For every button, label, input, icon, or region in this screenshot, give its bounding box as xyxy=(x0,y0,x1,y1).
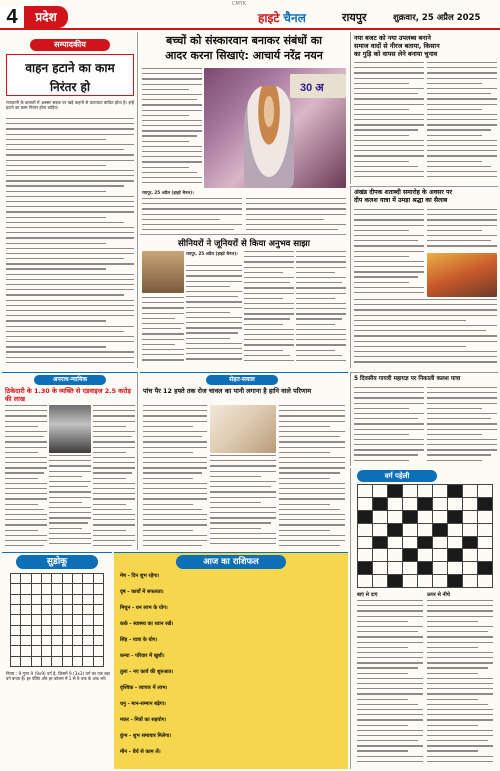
crossword-down-clues xyxy=(427,600,493,766)
editorial-title-line2: निरंतर हो xyxy=(49,80,91,94)
horoscope-section xyxy=(114,552,348,769)
horoscope-title: आज का राशिफल xyxy=(203,557,259,567)
deep-body-3 xyxy=(354,299,497,367)
deep-headline-1: अंखंड दीपक शताब्दी समारोह के अवसर पर xyxy=(354,189,453,196)
banner-text: 30 अ xyxy=(300,82,324,94)
editorial-lead: राजधानी के बाजारों में अक्सर सड़क पर खड़े वाहनों से यातायात बाधित होता है। इन्हें हटाने का काम निरंतर होना चाहिए। xyxy=(6,100,134,111)
senior-body-1 xyxy=(186,265,242,365)
crossword-title-bar xyxy=(357,470,437,482)
horoscope-item: वृष - कार्यों में सफलता। xyxy=(120,589,164,595)
main-headline-line2: आदर करना सिखाएं: आचार्य नरेंद्र नयन xyxy=(165,49,323,62)
senior-story-photo xyxy=(142,251,184,293)
page-number: 4 xyxy=(6,6,18,28)
main-story xyxy=(140,32,346,232)
main-story-dateline: रायपुर, 25 अप्रैल (हाइटे चैनल)। xyxy=(142,190,194,195)
deep-body-2 xyxy=(427,209,497,251)
crime-body-1 xyxy=(5,405,47,549)
main-story-photo xyxy=(204,68,346,188)
right-top-headline-1: नया बजट को नया उपलब्ध बनाने xyxy=(354,34,431,42)
right-top-headline-3: का गुड़ि को वापस लेने बनाया चुनाव xyxy=(354,50,438,58)
horoscope-item: वृश्चिक - व्यापार में लाभ। xyxy=(120,685,168,691)
editorial-title-line1: वाहन हटाने का काम xyxy=(25,61,115,75)
right-top-body-2 xyxy=(427,62,497,182)
sudoku-title: सुडोकू xyxy=(46,557,68,567)
health-section-label: सेहत-सवाल xyxy=(206,375,278,385)
sudoku-grid[interactable] xyxy=(10,573,104,667)
cmyk-mark: CMYK xyxy=(232,1,247,7)
health-photo xyxy=(210,405,276,453)
crossword-grid xyxy=(357,484,493,588)
crime-section xyxy=(2,372,138,550)
crime-body-2 xyxy=(49,455,91,549)
editorial-label xyxy=(30,39,110,51)
horoscope-item: तुला - नए कार्य की शुरुआत। xyxy=(120,669,174,675)
right-top-story xyxy=(350,32,498,184)
horoscope-item: धनु - मान-सम्मान बढ़ेगा। xyxy=(120,701,166,707)
right-top-headline-2: समाज वादों से नीरज बताया, किसान xyxy=(354,42,440,50)
dharma-body-2 xyxy=(427,387,497,465)
crime-body-3 xyxy=(93,405,135,549)
editorial-body xyxy=(6,118,134,364)
editorial-label-text: सम्पादकीय xyxy=(54,40,86,49)
deep-story xyxy=(350,186,498,368)
horoscope-list xyxy=(120,573,344,767)
main-story-body-left xyxy=(142,68,202,188)
deep-story-photo xyxy=(427,253,497,297)
crossword-down-label: ऊपर से नीचे xyxy=(427,592,450,598)
health-headline: पांच पैर 12 हफ्ते तक रोज चावल का पानी लगाना है हानि वाले परिणाम xyxy=(143,387,312,395)
banner-strip xyxy=(290,74,346,98)
brand-name-a: हाइटे xyxy=(258,11,280,25)
dharma-story xyxy=(350,372,498,466)
senior-story xyxy=(140,234,346,368)
brand-logo xyxy=(258,9,306,26)
deep-headline-2: दीप कलश यात्रा में उमड़ा श्रद्धा का सैलाब xyxy=(354,197,448,204)
horoscope-item: मिथुन - धन लाभ के योग। xyxy=(120,605,168,611)
deep-body-1 xyxy=(354,209,424,297)
crime-section-label: अपराध-न्यायिक xyxy=(34,375,106,385)
horoscope-title-bar xyxy=(176,555,286,569)
crime-headline: ठिकेदारी के 1.30 के व्यक्ति से एडवाइज 2.5 करोड़ की लाख xyxy=(5,387,131,403)
horoscope-item: कर्क - स्वास्थ्य का ध्यान रखें। xyxy=(120,621,174,627)
sudoku-section xyxy=(2,552,112,769)
main-story-body-b xyxy=(246,198,346,232)
editorial-column xyxy=(2,32,138,368)
health-body-3 xyxy=(279,405,345,549)
senior-dateline: रायपुर, 25 अप्रैल (हाइटे चैनल)। xyxy=(186,251,238,256)
sudoku-rules: नियम : 9 गुणा 9 (9x9) वर्ग है, जिसमें 9 (3x3) वर्ग का एक बड़ा वर्ग बनता है। हर पंक्ति और हर कॉलम में 1 से 9 तक के अंक भरें। xyxy=(6,671,110,682)
horoscope-item: सिंह - यात्रा के योग। xyxy=(120,637,158,643)
crossword-across-clues xyxy=(357,600,423,766)
page-number-badge xyxy=(0,6,24,28)
crime-photo xyxy=(49,405,91,453)
crossword-across-label: बाएं से दाएं xyxy=(357,592,378,598)
editorial-title-box xyxy=(6,54,134,96)
speaker-figure xyxy=(244,86,294,188)
horoscope-item: मकर - मित्रों का सहयोग। xyxy=(120,717,167,723)
section-name: प्रदेश xyxy=(35,10,57,24)
masthead-city: रायपुर xyxy=(342,11,367,24)
brand-name-b: चैनल xyxy=(283,11,306,25)
horoscope-item: मेष - दिन शुभ रहेगा। xyxy=(120,573,160,579)
dharma-headline: 5 दिवसीय गायत्री महायज्ञ पर निकाली कलश यात्रा xyxy=(354,376,461,382)
dharma-body-1 xyxy=(354,387,424,465)
right-top-body-1 xyxy=(354,62,424,182)
health-body-2 xyxy=(210,455,276,549)
sudoku-title-bar xyxy=(16,555,98,569)
masthead xyxy=(0,0,500,30)
senior-body-4 xyxy=(142,297,184,365)
horoscope-item: कन्या - परिवार में खुशी। xyxy=(120,653,165,659)
main-story-body-a xyxy=(142,198,242,232)
crossword-section xyxy=(350,468,498,769)
section-badge xyxy=(24,6,68,28)
senior-headline: सीनियरों ने जूनियरों से किया अनुभव साझा xyxy=(178,239,310,249)
crossword-title: वर्ग पहेली xyxy=(384,472,410,480)
horoscope-item: कुंभ - शुभ समाचार मिलेगा। xyxy=(120,733,172,739)
senior-body-3 xyxy=(296,251,346,365)
main-headline-line1: बच्चों को संस्कारवान बनाकर संबंधों का xyxy=(165,34,323,47)
health-body-1 xyxy=(143,405,207,549)
masthead-date: शुक्रवार, 25 अप्रैल 2025 xyxy=(393,13,481,23)
senior-body-2 xyxy=(244,251,294,365)
horoscope-item: मीन - धैर्य से काम लें। xyxy=(120,749,161,755)
health-section xyxy=(140,372,348,550)
